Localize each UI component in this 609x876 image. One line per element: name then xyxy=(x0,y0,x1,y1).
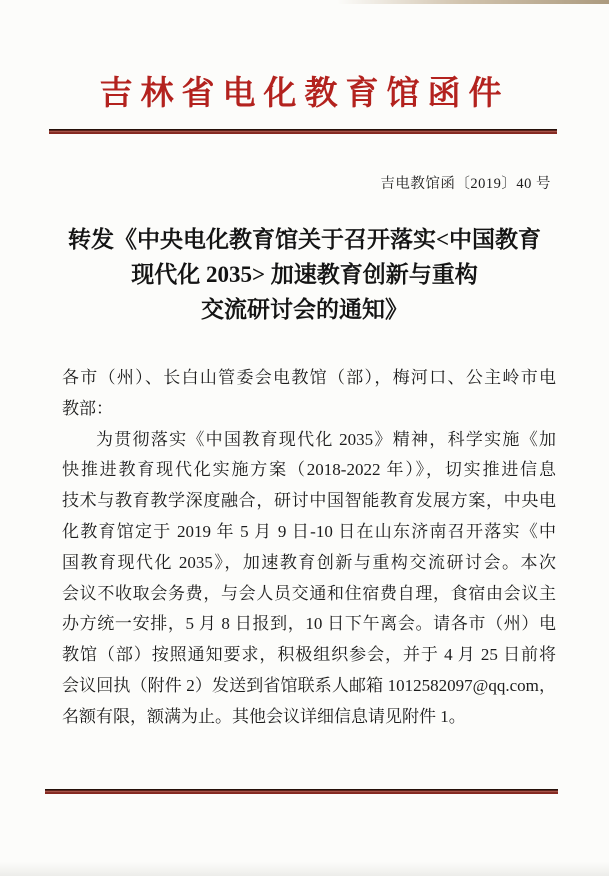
body-line-2: 快推进教育现代化实施方案（2018-2022 年）》，切实推进信息 xyxy=(62,460,556,480)
document-title-line-1: 转发《中央电化教育馆关于召开落实<中国教育 xyxy=(67,227,542,252)
body-line-1: 为贯彻落实《中国教育现代化 2035》精神，科学实施《加 xyxy=(96,429,556,449)
salutation-line-2: 教部： xyxy=(62,398,113,418)
body-line-5: 国教育现代化 2035》，加速教育创新与重构交流研讨会。本次 xyxy=(62,552,556,572)
document-title-line-2: 现代化 2035> 加速教育创新与重构 xyxy=(131,262,478,287)
body-line-3: 技术与教育教学深度融合，研讨中国智能教育发展方案，中央电 xyxy=(62,491,556,511)
body-line-7: 办方统一安排，5 月 8 日报到，10 日下午离会。请各市（州）电 xyxy=(62,614,556,634)
letterhead-divider-rule xyxy=(49,129,557,134)
body-line-4: 化教育馆定于 2019 年 5 月 9 日-10 日在山东济南召开落实《中 xyxy=(62,521,556,541)
document-body xyxy=(62,363,556,733)
footer-divider-rule xyxy=(45,789,558,794)
salutation-line-1: 各市（州）、长白山管委会电教馆（部），梅河口、公主岭市电 xyxy=(62,368,556,387)
body-line-8: 教馆（部）按照通知要求，积极组织参会，并于 4 月 25 日前将 xyxy=(62,645,556,665)
document-number: 吉电教馆函〔2019〕40 号 xyxy=(380,176,551,192)
body-line-9: 会议回执（附件 2）发送到省馆联系人邮箱 1012582097@qq.com， xyxy=(62,675,556,695)
letterhead-org-title: 吉林省电化教育馆函件 xyxy=(99,76,510,112)
document-title xyxy=(0,222,609,327)
body-line-6: 会议不收取会务费，与会人员交通和住宿费自理，食宿由会议主 xyxy=(62,583,556,603)
scan-artifact-top-edge xyxy=(337,0,609,4)
document-title-line-3: 交流研讨会的通知》 xyxy=(201,297,408,322)
scan-artifact-bottom-shade xyxy=(0,862,609,876)
body-line-10: 名额有限，额满为止。其他会议详细信息请见附件 1。 xyxy=(62,706,466,726)
